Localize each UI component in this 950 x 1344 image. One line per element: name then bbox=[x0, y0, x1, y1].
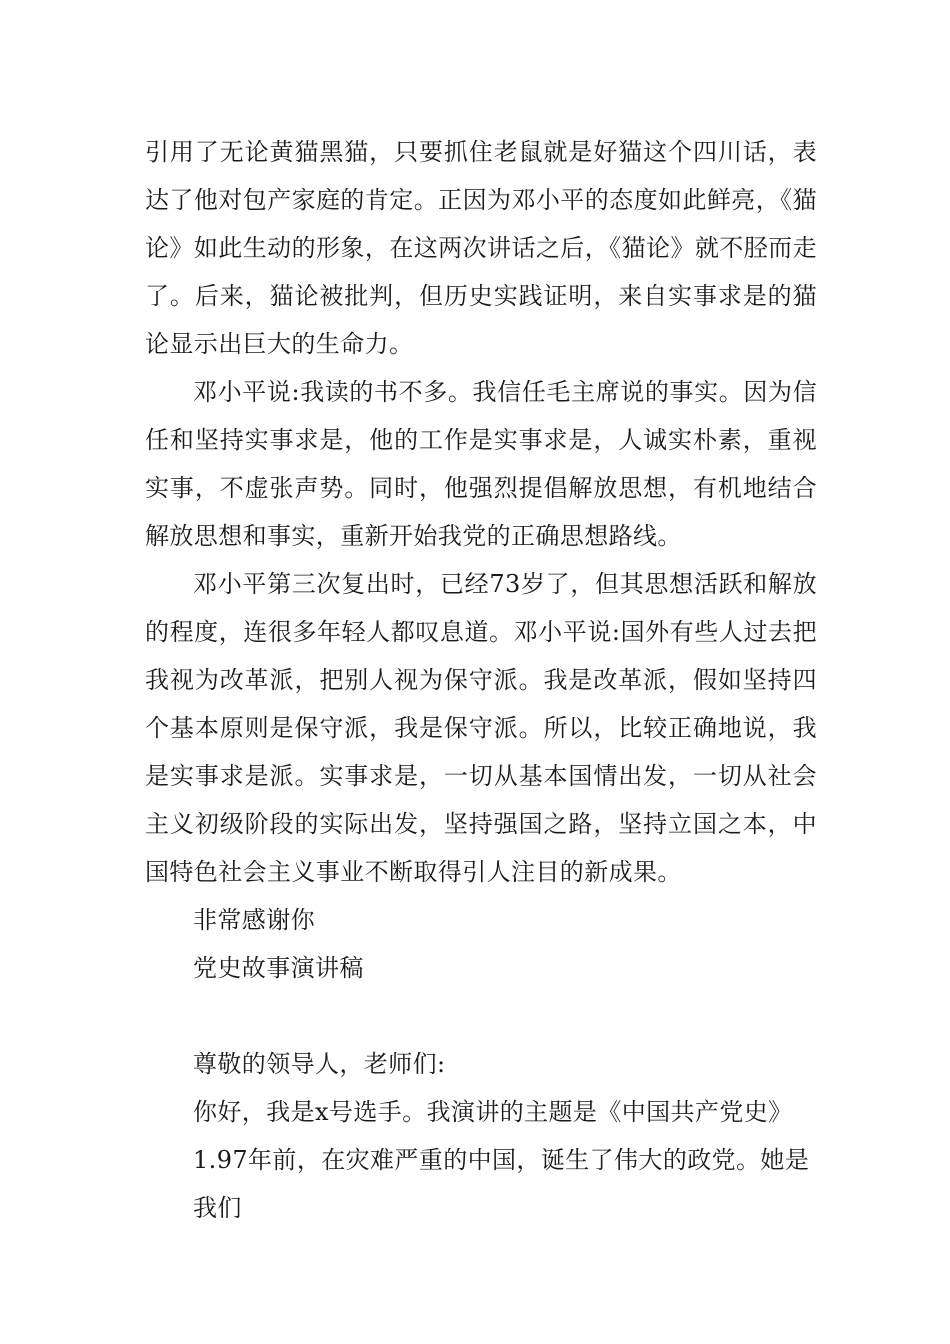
paragraph-reform: 邓小平第三次复出时，已经73岁了，但其思想活跃和解放的程度，连很多年轻人都叹息道。邓小平说:国外有些人过去把我视为改革派，把别人视为保守派。我是改革派，假如坚持四个基本原则是保守派，我是保守派。所以，比较正确地说，我是实事求是派。实事求是，一切从基本国情出发，一切从社会主义初级阶段的实际出发，坚持强国之路，坚持立国之本，中国特色社会主义事业不断取得引人注目的新成果。 bbox=[145, 570, 817, 886]
paragraph-cat-theory: 引用了无论黄猫黑猫，只要抓住老鼠就是好猫这个四川话，表达了他对包产家庭的肯定。正因为邓小平的态度如此鲜亮，《猫论》如此生动的形象，在这两次讲话之后，《猫论》就不胫而走了。后来，猫论被批判，但历史实践证明，来自实事求是的猫论显示出巨大的生命力。 bbox=[145, 138, 817, 358]
document-body bbox=[145, 128, 817, 1232]
thanks-line: 非常感谢你 bbox=[193, 906, 315, 934]
point-one-line: 1.97年前，在灾难严重的中国，诞生了伟大的政党。她是我们 bbox=[193, 1146, 810, 1222]
blank-line bbox=[145, 992, 817, 1040]
intro-line: 你好，我是x号选手。我演讲的主题是《中国共产党史》 bbox=[193, 1098, 793, 1126]
salutation-line: 尊敬的领导人，老师们: bbox=[193, 1050, 446, 1078]
speech-title: 党史故事演讲稿 bbox=[193, 954, 364, 982]
paragraph-seek-truth: 邓小平说:我读的书不多。我信任毛主席说的事实。因为信任和坚持实事求是，他的工作是实事求是，人诚实朴素，重视实事，不虚张声势。同时，他强烈提倡解放思想，有机地结合解放思想和事实，重新开始我党的正确思想路线。 bbox=[145, 378, 817, 550]
